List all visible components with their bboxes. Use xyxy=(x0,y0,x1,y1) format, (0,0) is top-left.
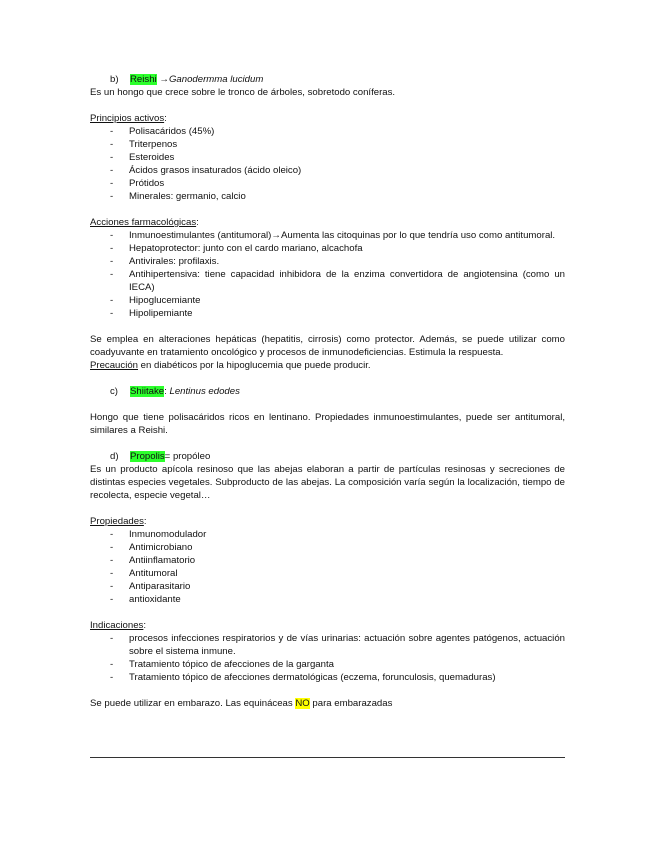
accion-item-text: Inmunoestimulantes (antitumoral)→Aumenta las citoquinas por lo que tendría uso como antitumoral. xyxy=(129,230,556,241)
propolis-final xyxy=(90,697,565,710)
reishi-intro: Es un hongo que crece sobre le tronco de árboles, sobretodo coníferas. xyxy=(90,87,396,98)
indicaciones-list xyxy=(90,632,565,684)
acciones-colon: : xyxy=(196,217,199,228)
propiedades-title: Propiedades xyxy=(90,516,144,527)
dash-bullet: - xyxy=(110,126,114,137)
principios-list xyxy=(90,125,565,203)
dash-bullet: - xyxy=(110,178,114,189)
reishi-uso: Se emplea en alteraciones hepáticas (hepatitis, cirrosis) como protector. Además, se puede utilizar como coadyuvante en tratamiento oncológico y procesos de inmunodeficiencias. Estimula la respuesta. xyxy=(90,334,565,358)
dash-bullet: - xyxy=(110,165,114,176)
principio-item xyxy=(90,190,565,203)
propolis-intro: Es un producto apícola resinoso que las abejas elaboran a partir de partículas resinosas y secreciones de distintas especies vegetales. Subproducto de las abejas. La composición varía según la localización, tiempo de recolecta, especie vegetal… xyxy=(90,464,565,501)
dash-bullet: - xyxy=(110,633,114,644)
reishi-latin: Ganodermma lucidum xyxy=(168,74,264,85)
acciones-heading xyxy=(90,216,565,229)
dash-bullet: - xyxy=(110,581,114,592)
propiedades-colon: : xyxy=(143,516,147,527)
shiitake-latin: Lentinus edodes xyxy=(169,386,240,397)
accion-item xyxy=(90,294,565,307)
principio-item xyxy=(90,138,565,151)
principio-item xyxy=(90,125,565,138)
dash-bullet: - xyxy=(110,256,114,267)
dash-bullet: - xyxy=(110,308,114,319)
indicaciones-colon: : xyxy=(143,620,147,631)
principio-item xyxy=(90,164,565,177)
principio-item-text: Triterpenos xyxy=(129,139,178,150)
propiedad-item xyxy=(90,554,565,567)
principio-item-text: Esteroides xyxy=(129,152,175,163)
principio-item-text: Polisacáridos (45%) xyxy=(129,126,215,137)
indicaciones-heading xyxy=(90,619,565,632)
propiedad-item xyxy=(90,541,565,554)
reishi-name: Reishi xyxy=(130,74,157,85)
reishi-precaucion xyxy=(90,359,565,372)
shiitake-heading xyxy=(90,385,565,398)
reishi-heading xyxy=(90,73,565,86)
propolis-heading xyxy=(90,450,565,463)
shiitake-label: c) xyxy=(110,386,118,397)
propiedad-item-text: Antimicrobiano xyxy=(129,542,193,553)
propiedad-item xyxy=(90,580,565,593)
precaucion-label: Precaución xyxy=(90,360,138,371)
dash-bullet: - xyxy=(110,295,114,306)
acciones-title: Acciones farmacológicas xyxy=(90,217,197,228)
indicacion-item-text: Tratamiento tópico de afecciones de la garganta xyxy=(129,659,334,670)
accion-item-text: Antivirales: profilaxis. xyxy=(129,256,220,267)
principios-colon: : xyxy=(164,113,167,124)
dash-bullet: - xyxy=(110,672,114,683)
principios-title: Principios activos xyxy=(90,113,165,124)
accion-item xyxy=(90,229,565,242)
propiedad-item-text: Antitumoral xyxy=(129,568,178,579)
dash-bullet: - xyxy=(110,594,114,605)
propiedad-item xyxy=(90,567,565,580)
propiedad-item xyxy=(90,528,565,541)
accion-item xyxy=(90,255,565,268)
propiedad-item-text: Antiparasitario xyxy=(129,581,191,592)
principios-heading xyxy=(90,112,565,125)
indicaciones-title: Indicaciones xyxy=(90,620,144,631)
dash-bullet: - xyxy=(110,542,114,553)
dash-bullet: - xyxy=(110,659,114,670)
accion-item-text: Hepatoprotector: junto con el cardo mariano, alcachofa xyxy=(129,243,363,254)
footer-divider xyxy=(90,757,565,758)
propiedad-item-text: Antiinflamatorio xyxy=(129,555,196,566)
indicacion-item-text: Tratamiento tópico de afecciones dermatológicas (eczema, forunculosis, quemaduras) xyxy=(129,672,496,683)
principio-item-text: Prótidos xyxy=(129,178,165,189)
arrow-icon: → xyxy=(159,74,169,85)
shiitake-text: Hongo que tiene polisacáridos ricos en lentinano. Propiedades inmunoestimulantes, puede ser antitumoral, similares a Reishi. xyxy=(90,412,565,436)
dash-bullet: - xyxy=(110,555,114,566)
accion-item xyxy=(90,307,565,320)
propolis-label: d) xyxy=(110,451,119,462)
propiedades-heading xyxy=(90,515,565,528)
dash-bullet: - xyxy=(110,152,114,163)
indicacion-item-text: procesos infecciones respiratorios y de vías urinarias: actuación sobre agentes patógenos, actuación sobre el sistema inmune. xyxy=(129,633,565,657)
reishi-label: b) xyxy=(110,74,119,85)
principio-item xyxy=(90,177,565,190)
principio-item-text: Ácidos grasos insaturados (ácido oleico) xyxy=(129,165,302,176)
accion-item-text: Antihipertensiva: tiene capacidad inhibidora de la enzima convertidora de angiotensina (como un IECA) xyxy=(129,269,565,293)
accion-item-text: Hipolipemiante xyxy=(129,308,193,319)
dash-bullet: - xyxy=(110,529,114,540)
dash-bullet: - xyxy=(110,243,114,254)
accion-item-text: Hipoglucemiante xyxy=(129,295,201,306)
final-pre: Se puede utilizar en embarazo. Las equináceas xyxy=(90,698,296,709)
indicacion-item xyxy=(90,632,565,658)
accion-item xyxy=(90,242,565,255)
propiedad-item-text: Inmunomodulador xyxy=(129,529,207,540)
dash-bullet: - xyxy=(110,139,114,150)
final-no: NO xyxy=(295,698,310,709)
principio-item-text: Minerales: germanio, calcio xyxy=(129,191,246,202)
indicacion-item xyxy=(90,658,565,671)
dash-bullet: - xyxy=(110,269,114,280)
propolis-suffix: = propóleo xyxy=(164,451,211,462)
shiitake-colon: : xyxy=(164,386,167,397)
indicacion-item xyxy=(90,671,565,684)
propiedad-item xyxy=(90,593,565,606)
final-post: para embarazadas xyxy=(309,698,393,709)
propiedad-item-text: antioxidante xyxy=(129,594,181,605)
document-content xyxy=(90,73,565,710)
propiedades-list xyxy=(90,528,565,606)
accion-item xyxy=(90,268,565,294)
principio-item xyxy=(90,151,565,164)
dash-bullet: - xyxy=(110,191,114,202)
acciones-list xyxy=(90,229,565,320)
dash-bullet: - xyxy=(110,230,114,241)
precaucion-text: en diabéticos por la hipoglucemia que puede producir. xyxy=(138,360,371,371)
shiitake-name: Shiitake xyxy=(130,386,165,397)
dash-bullet: - xyxy=(110,568,114,579)
propolis-name: Propolis xyxy=(130,451,165,462)
